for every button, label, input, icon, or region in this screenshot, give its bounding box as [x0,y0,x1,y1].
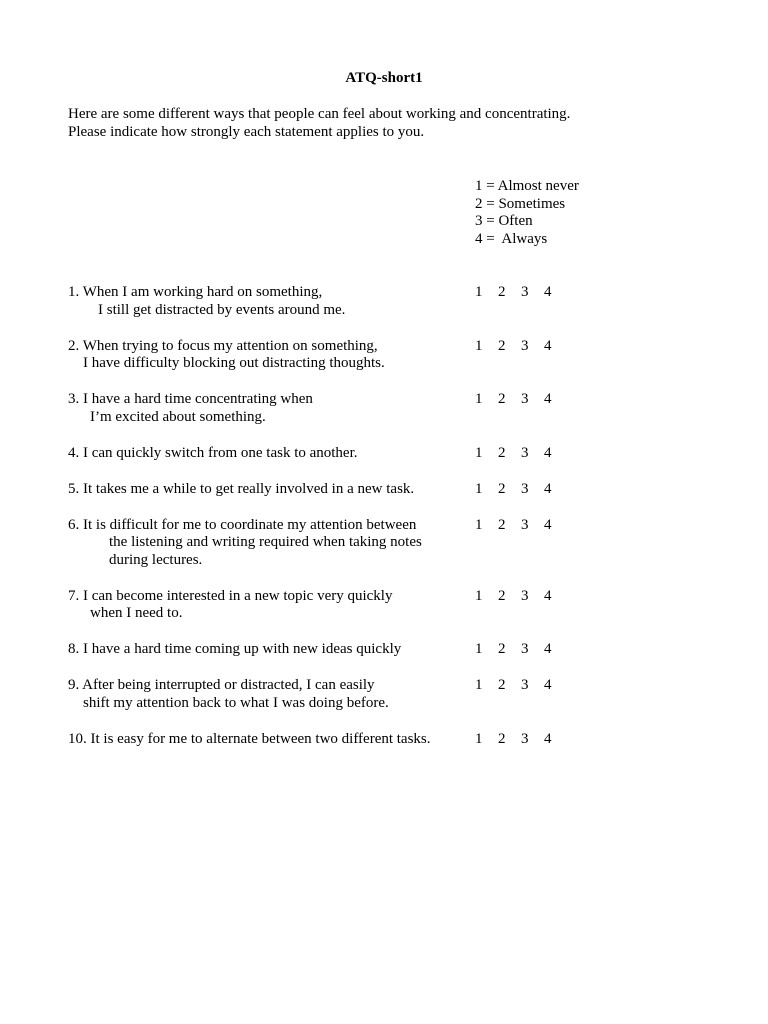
rating-option-1[interactable]: 1 [475,284,483,300]
question-8 [68,641,628,659]
rating-options [475,641,567,659]
rating-option-1[interactable]: 1 [475,516,483,533]
question-text: 3. I have a hard time concentrating when [68,391,313,407]
rating-option-4[interactable]: 4 [544,516,552,533]
question-2 [68,338,628,373]
rating-options [475,481,567,499]
rating-option-2[interactable]: 2 [498,480,506,497]
question-10 [68,731,628,749]
rating-option-3[interactable]: 3 [521,444,529,461]
rating-option-1[interactable]: 1 [475,677,483,693]
rating-option-2[interactable]: 2 [498,337,506,354]
rating-option-2[interactable]: 2 [498,677,506,693]
rating-option-2[interactable]: 2 [498,444,506,461]
rating-option-3[interactable]: 3 [521,641,529,657]
question-text: when I need to. [90,605,183,621]
rating-options [475,284,567,302]
rating-option-1[interactable]: 1 [475,587,483,604]
question-text: 9. After being interrupted or distracted, I can easily [68,677,375,693]
rating-option-2[interactable]: 2 [498,284,506,300]
rating-option-1[interactable]: 1 [475,337,483,354]
rating-option-4[interactable]: 4 [544,587,552,604]
question-text: 6. It is difficult for me to coordinate my attention between [68,516,417,533]
rating-options [475,445,567,463]
scale-item-2: 2 = Sometimes [475,195,566,212]
rating-option-3[interactable]: 3 [521,391,529,407]
rating-option-1[interactable]: 1 [475,730,483,747]
rating-option-3[interactable]: 3 [521,480,529,497]
rating-option-1[interactable]: 1 [475,480,483,497]
rating-option-2[interactable]: 2 [498,391,506,407]
rating-option-3[interactable]: 3 [521,730,529,747]
question-text: shift my attention back to what I was doing before. [83,694,389,711]
question-7 [68,588,628,623]
rating-options [475,338,567,356]
rating-options [475,588,567,606]
rating-option-3[interactable]: 3 [521,516,529,533]
rating-option-1[interactable]: 1 [475,641,483,657]
question-text: I have difficulty blocking out distracting thoughts. [83,355,385,371]
rating-options [475,731,567,749]
question-text: the listening and writing required when taking notes [109,534,422,550]
rating-option-4[interactable]: 4 [544,641,552,657]
question-1 [68,284,628,319]
rating-option-4[interactable]: 4 [544,337,552,354]
rating-option-1[interactable]: 1 [475,444,483,461]
scale-item-3: 3 = Often [475,213,533,229]
question-text: 4. I can quickly switch from one task to another. [68,444,358,461]
rating-option-3[interactable]: 3 [521,587,529,604]
question-3 [68,391,628,426]
question-text: during lectures. [109,551,203,568]
rating-options [475,391,567,409]
question-text: 10. It is easy for me to alternate between two different tasks. [68,730,431,747]
page-title: ATQ-short1 [345,70,423,86]
question-9 [68,677,628,712]
question-text: 2. When trying to focus my attention on something, [68,337,378,354]
rating-option-4[interactable]: 4 [544,391,552,407]
instructions [68,106,688,141]
rating-option-3[interactable]: 3 [521,677,529,693]
scale-item-1: 1 = Almost never [475,178,579,194]
question-text: 1. When I am working hard on something, [68,284,323,300]
instructions-line-1: Here are some different ways that people can feel about working and concentrating. [68,106,571,122]
rating-option-3[interactable]: 3 [521,337,529,354]
question-4 [68,445,628,463]
scale-item-4: 4 = Always [475,230,548,247]
question-5 [68,481,628,499]
question-text: 7. I can become interested in a new topic very quickly [68,587,393,604]
question-text: 8. I have a hard time coming up with new ideas quickly [68,641,402,657]
question-text: I still get distracted by events around me. [98,301,346,318]
question-text: I’m excited about something. [90,408,266,425]
question-6 [68,517,628,570]
rating-option-1[interactable]: 1 [475,391,483,407]
rating-option-4[interactable]: 4 [544,444,552,461]
question-text: 5. It takes me a while to get really involved in a new task. [68,480,415,497]
rating-option-4[interactable]: 4 [544,480,552,497]
rating-option-2[interactable]: 2 [498,516,506,533]
rating-option-3[interactable]: 3 [521,284,529,300]
rating-option-2[interactable]: 2 [498,641,506,657]
rating-option-4[interactable]: 4 [544,677,552,693]
rating-option-2[interactable]: 2 [498,587,506,604]
question-list [68,284,628,767]
instructions-line-2: Please indicate how strongly each statement applies to you. [68,123,425,140]
rating-option-4[interactable]: 4 [544,284,552,300]
rating-scale-legend [475,178,579,248]
rating-option-2[interactable]: 2 [498,730,506,747]
rating-option-4[interactable]: 4 [544,730,552,747]
rating-options [475,677,567,695]
rating-options [475,517,567,535]
